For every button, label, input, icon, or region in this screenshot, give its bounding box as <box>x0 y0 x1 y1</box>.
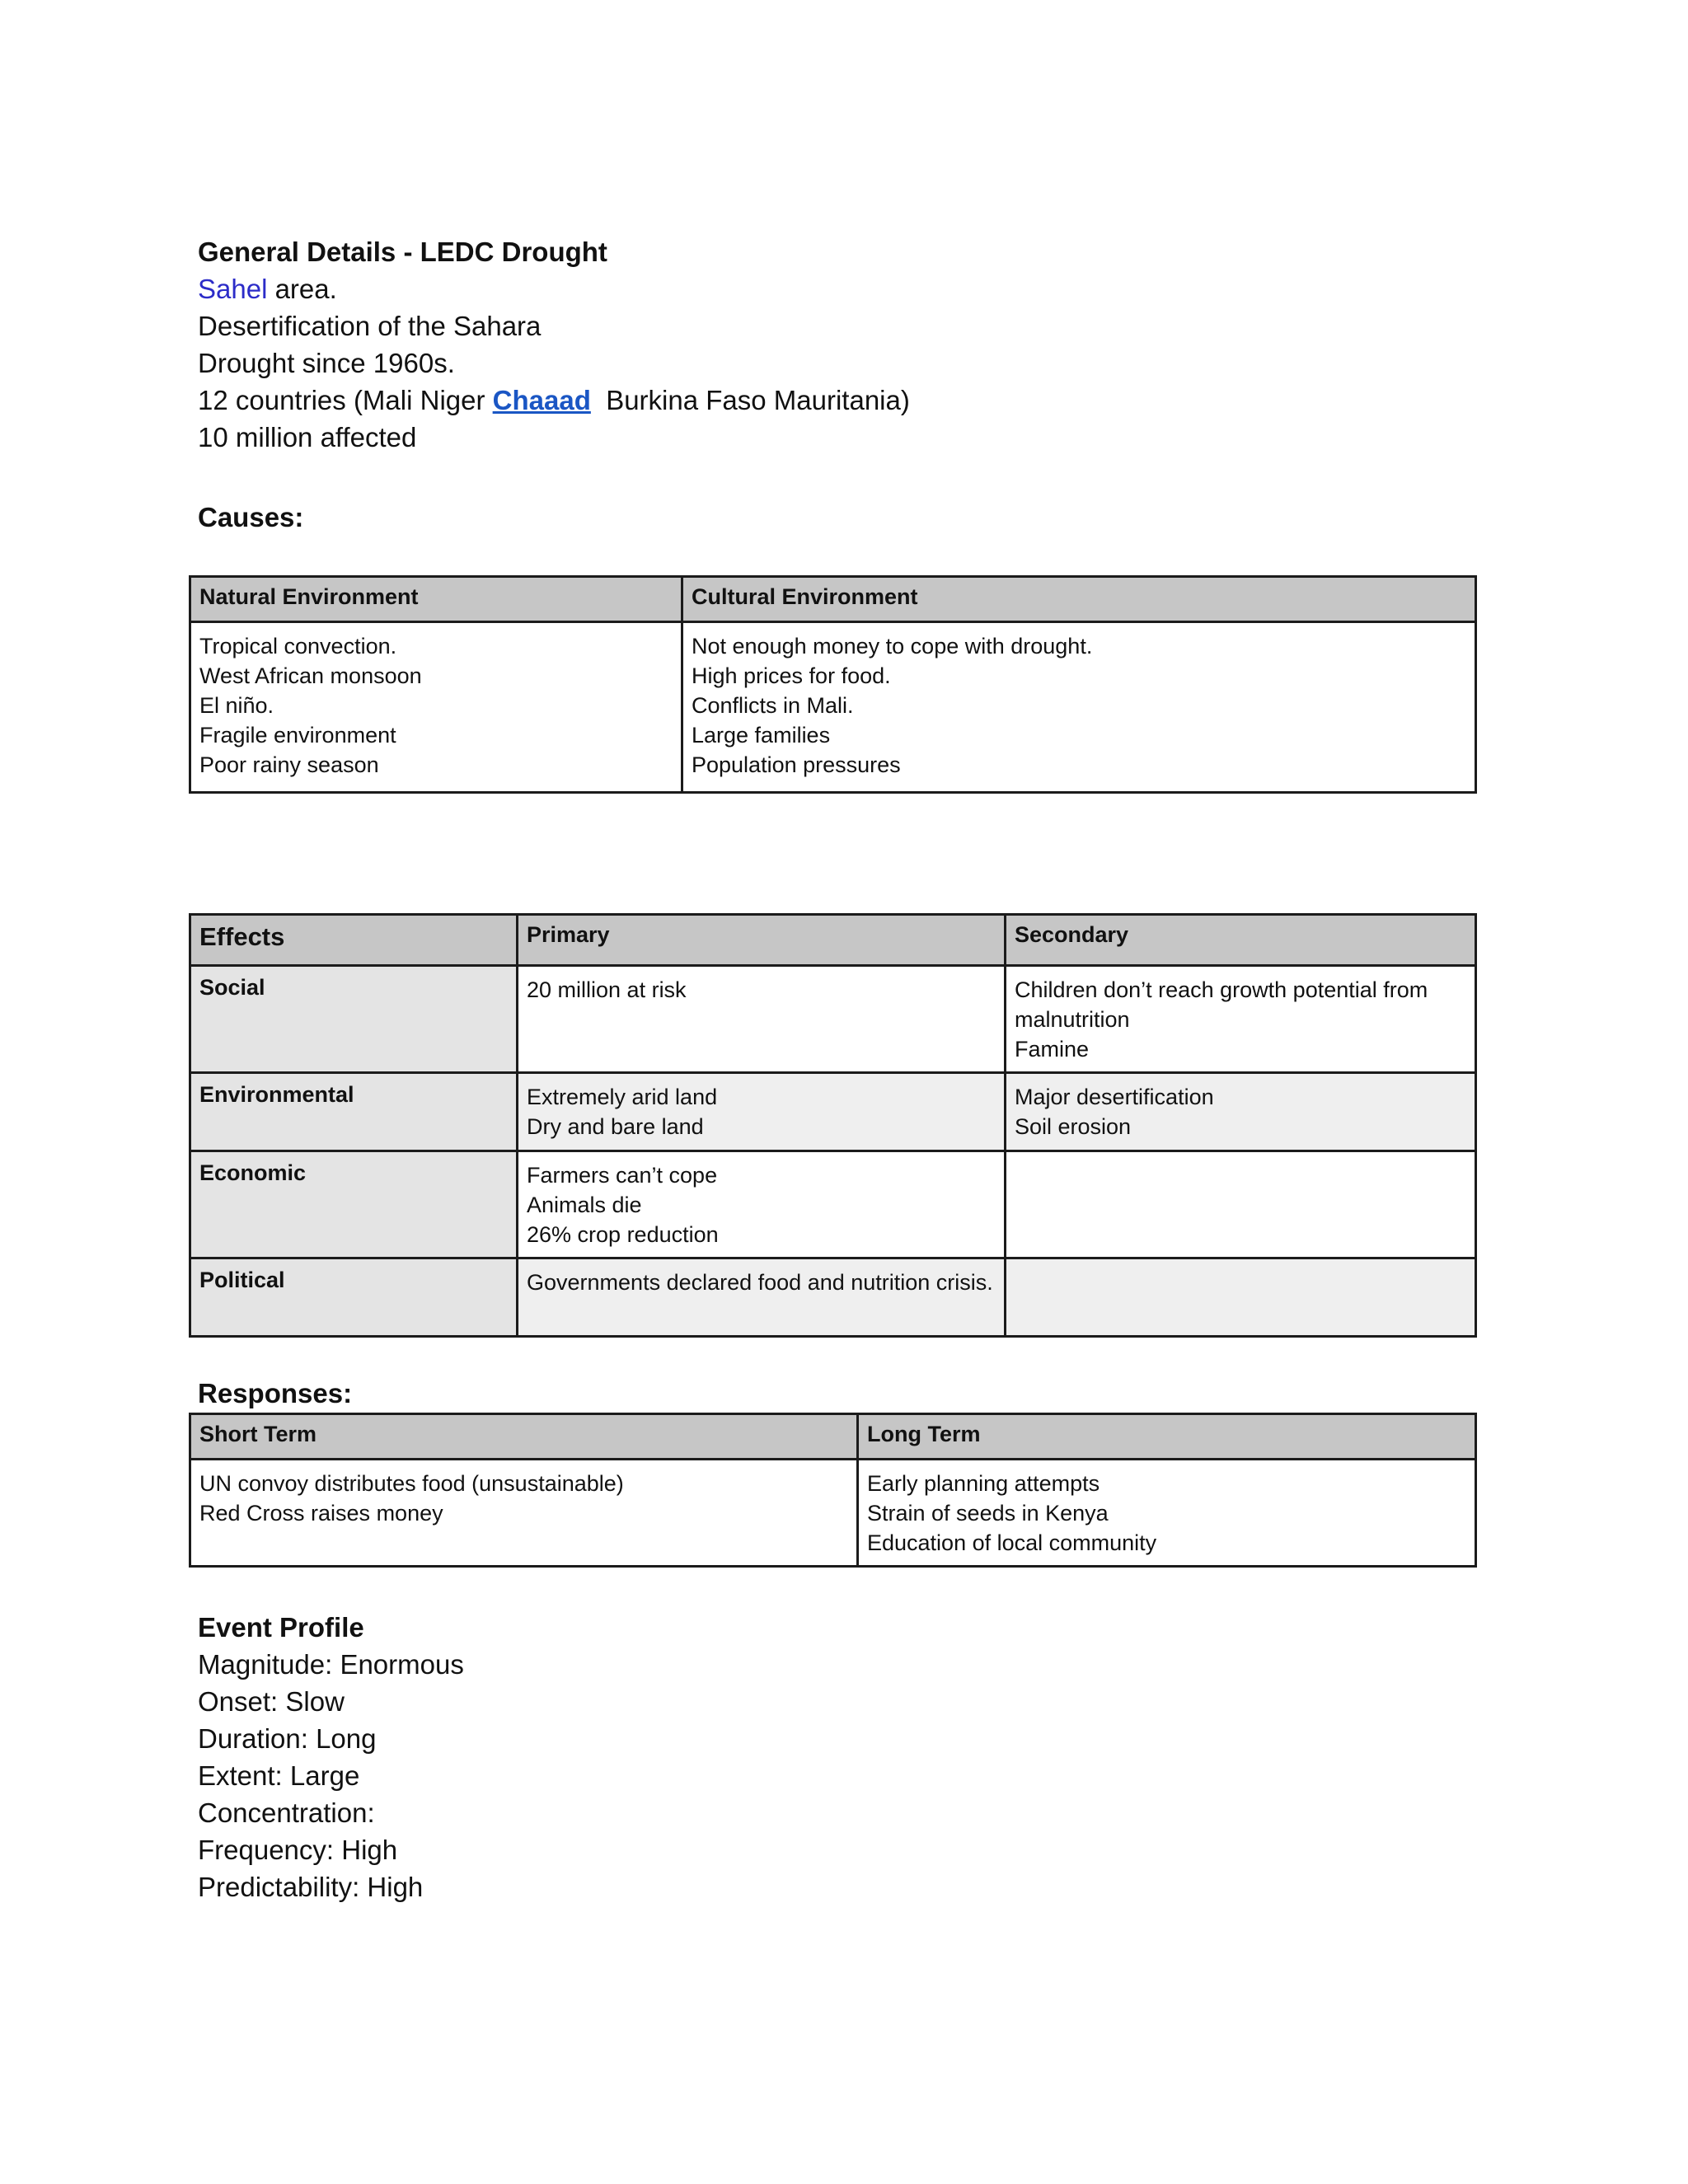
profile-line: Frequency: High <box>198 1835 398 1865</box>
list-item: Population pressures <box>692 752 901 777</box>
countries-prefix: 12 countries (Mali Niger <box>198 385 493 415</box>
long-term-cell <box>858 1460 1476 1567</box>
sahel-line-text: area. <box>267 274 337 304</box>
natural-environment-cell <box>190 622 682 793</box>
list-item: High prices for food. <box>692 663 891 688</box>
table-row <box>190 1151 1476 1258</box>
list-item: West African monsoon <box>199 663 422 688</box>
event-profile-heading: Event Profile <box>198 1612 364 1643</box>
list-item: Large families <box>692 723 831 748</box>
list-item: Fragile environment <box>199 723 396 748</box>
list-item: UN convoy distributes food (unsustainable) <box>199 1471 624 1496</box>
cultural-environment-cell <box>682 622 1476 793</box>
list-item: Governments declared food and nutrition crisis. <box>527 1270 993 1295</box>
list-item: Strain of seeds in Kenya <box>867 1501 1109 1526</box>
table-row <box>190 1073 1476 1151</box>
desertification-line: Desertification of the Sahara <box>198 311 542 341</box>
table-row <box>190 1258 1476 1337</box>
list-item: Conflicts in Mali. <box>692 693 854 718</box>
list-item: Not enough money to cope with drought. <box>692 634 1093 658</box>
profile-line: Predictability: High <box>198 1872 424 1902</box>
profile-line: Onset: Slow <box>198 1686 345 1717</box>
profile-line: Duration: Long <box>198 1723 377 1754</box>
causes-heading: Causes: <box>198 502 304 532</box>
table-row <box>190 966 1476 1073</box>
sahel-line <box>198 270 910 307</box>
countries-line <box>198 382 910 419</box>
natural-environment-header: Natural Environment <box>190 577 682 622</box>
row-label-social: Social <box>190 966 518 1073</box>
primary-cell <box>518 1151 1006 1258</box>
effects-table <box>189 913 1477 1338</box>
row-label-economic: Economic <box>190 1151 518 1258</box>
short-term-header: Short Term <box>190 1414 858 1460</box>
secondary-cell <box>1006 1073 1476 1151</box>
general-details-title: General Details - LEDC Drought <box>198 237 607 267</box>
list-item: 20 million at risk <box>527 977 687 1002</box>
effects-header: Effects <box>190 915 518 966</box>
list-item: Red Cross raises money <box>199 1501 443 1526</box>
responses-table <box>189 1413 1477 1568</box>
long-term-header: Long Term <box>858 1414 1476 1460</box>
row-label-political: Political <box>190 1258 518 1337</box>
list-item: Dry and bare land <box>527 1114 704 1139</box>
countries-suffix: Burkina Faso Mauritania) <box>590 385 910 415</box>
primary-cell <box>518 1258 1006 1337</box>
profile-line: Magnitude: Enormous <box>198 1649 464 1680</box>
profile-line: Concentration: <box>198 1797 375 1828</box>
list-item: Soil erosion <box>1015 1114 1132 1139</box>
event-profile-section <box>198 1609 464 1905</box>
cultural-environment-header: Cultural Environment <box>682 577 1476 622</box>
list-item: Famine <box>1015 1037 1090 1062</box>
secondary-header: Secondary <box>1006 915 1476 966</box>
list-item: Major desertification <box>1015 1085 1214 1109</box>
primary-cell <box>518 966 1006 1073</box>
list-item: Tropical convection. <box>199 634 397 658</box>
secondary-cell-empty <box>1006 1258 1476 1337</box>
primary-header: Primary <box>518 915 1006 966</box>
responses-heading: Responses: <box>198 1378 353 1408</box>
sahel-link[interactable]: Sahel <box>198 274 268 304</box>
affected-line: 10 million affected <box>198 422 417 452</box>
list-item: Farmers can’t cope <box>527 1163 718 1188</box>
drought-line: Drought since 1960s. <box>198 348 455 378</box>
list-item: Poor rainy season <box>199 752 379 777</box>
causes-table <box>189 575 1477 794</box>
chaaad-link[interactable]: Chaaad <box>492 385 591 415</box>
secondary-cell <box>1006 966 1476 1073</box>
row-label-environmental: Environmental <box>190 1073 518 1151</box>
list-item: Children don’t reach growth potential from malnutrition <box>1015 977 1428 1032</box>
list-item: Extremely arid land <box>527 1085 718 1109</box>
general-details-section <box>198 233 910 456</box>
secondary-cell-empty <box>1006 1151 1476 1258</box>
list-item: Animals die <box>527 1193 642 1217</box>
primary-cell <box>518 1073 1006 1151</box>
list-item: El niño. <box>199 693 274 718</box>
profile-line: Extent: Large <box>198 1760 360 1791</box>
list-item: Early planning attempts <box>867 1471 1100 1496</box>
list-item: Education of local community <box>867 1530 1157 1555</box>
list-item: 26% crop reduction <box>527 1222 719 1247</box>
short-term-cell <box>190 1460 858 1567</box>
